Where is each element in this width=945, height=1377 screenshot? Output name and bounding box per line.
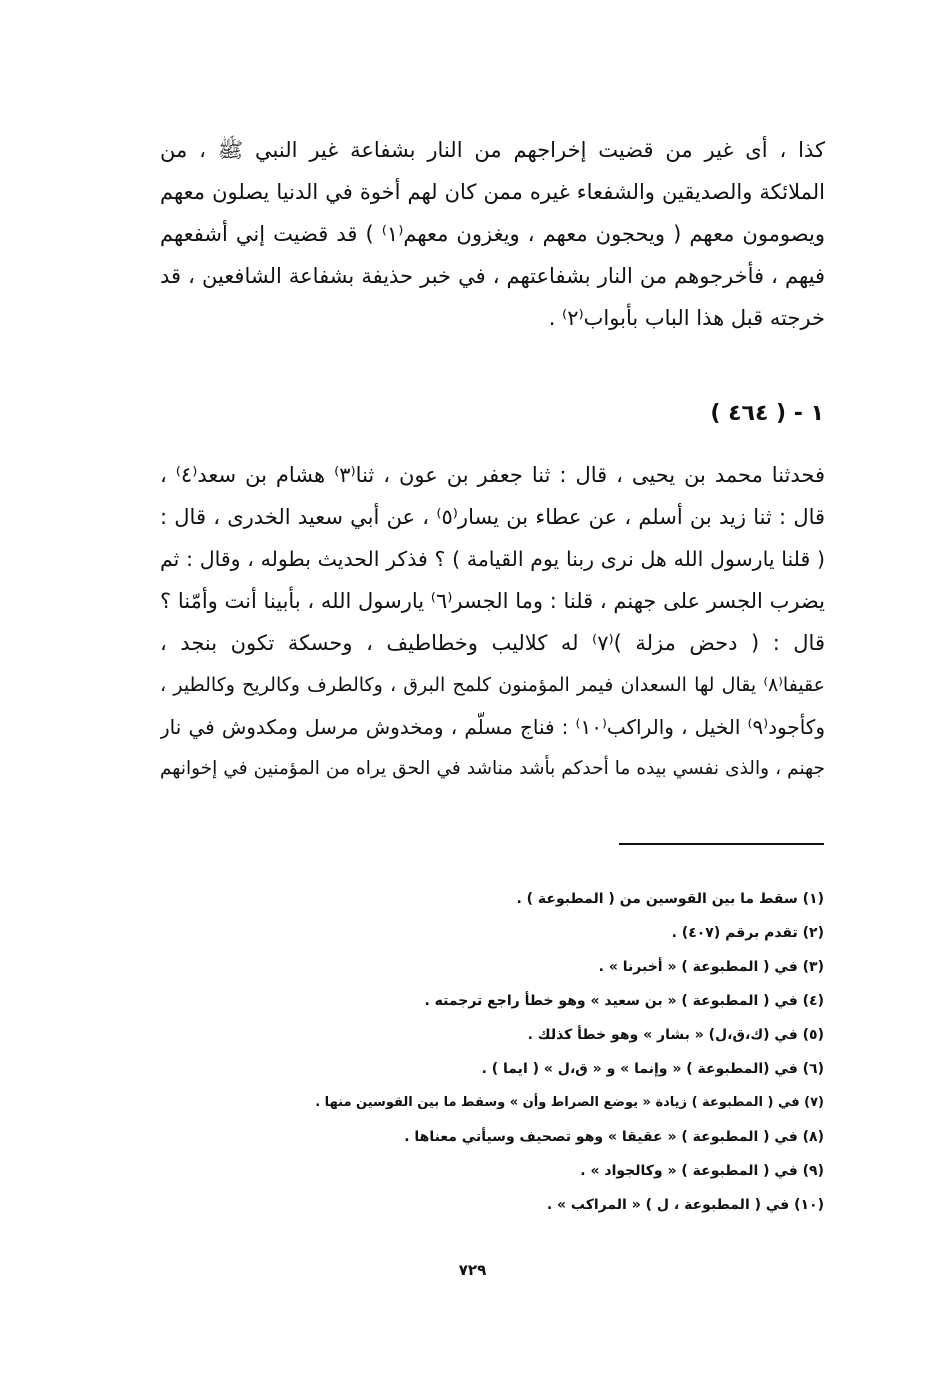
intro-paragraph [160, 129, 825, 339]
page-number: ٧٢٩ [458, 1261, 487, 1279]
hadith-line: ( قلنا يارسول الله هل نرى ربنا يوم القيامة ) ؟ فذكر الحديث بطوله ، وقال : ثم [160, 547, 825, 571]
hadith-line: عقيفا⁽٨⁾ يقال لها السعدان فيمر المؤمنون كلمح البرق ، وكالطرف وكالريح وكالطير ، [160, 674, 825, 696]
intro-line: خرجته قبل هذا الباب بأبواب⁽٢⁾ . [548, 306, 825, 330]
footnote: (١٠) في ( المطبوعة ، ل ) « المراكب » . [546, 1197, 824, 1213]
footnote: (٨) في ( المطبوعة ) « عقيقا » وهو تصحيف وسيأتي معناها . [404, 1129, 824, 1145]
hadith-line: قال : ( دحض مزلة )⁽٧⁾ له كلاليب وخطاطيف ، وحسكة تكون بنجد ، [160, 631, 825, 655]
footnote: (٩) في ( المطبوعة ) « وكالجواد » . [580, 1163, 824, 1179]
hadith-line: فحدثنا محمد بن يحيى ، قال : ثنا جعفر بن عون ، ثنا⁽٣⁾ هشام بن سعد⁽٤⁾ ، [160, 463, 825, 487]
intro-line: فيهم ، فأخرجوهم من النار بشفاعتهم ، في خبر حذيفة بشفاعة الشافعين ، قد [160, 264, 825, 288]
footnote: (٤) في ( المطبوعة ) « بن سعيد » وهو خطأ راجع ترجمته . [424, 993, 824, 1009]
footnote: (١) سقط ما بين القوسين من ( المطبوعة ) . [516, 891, 824, 907]
hadith-paragraph [160, 454, 825, 790]
hadith-line: جهنم ، والذى نفسي بيده ما أحدكم بأشد مناشد في الحق يراه من المؤمنين في إخوانهم [160, 758, 825, 779]
footnotes [304, 882, 824, 1222]
hadith-number-heading: ١ - ( ٤٦٤ ) [710, 401, 824, 426]
footnote: (٧) في ( المطبوعة ) زيادة « يوضع الصراط وأن » وسقط ما بين القوسين منها . [315, 1095, 824, 1110]
footnote: (٥) في (ك،ق،ل) « بشار » وهو خطأ كذلك . [527, 1027, 824, 1043]
hadith-line: يضرب الجسر على جهنم ، قلنا : وما الجسر⁽٦⁾ يارسول الله ، بأبينا أنت وأمّنا ؟ [160, 589, 825, 613]
hadith-line: وكأجود⁽٩⁾ الخيل ، والراكب⁽١٠⁾ : فناج مسلّم ، ومخدوش مرسل ومكدوش في نار [160, 715, 825, 739]
footnote: (٢) تقدم برقم (٤٠٧) . [671, 925, 824, 941]
intro-line: الملائكة والصديقين والشفعاء غيره ممن كان لهم أخوة في الدنيا يصلون معهم [160, 180, 825, 204]
hadith-line: قال : ثنا زيد بن أسلم ، عن عطاء بن يسار⁽٥⁾ ، عن أبي سعيد الخدرى ، قال : [160, 505, 825, 529]
footnote: (٦) في (المطبوعة ) « وإنما » و « ق،ل » ( ايما ) . [481, 1061, 824, 1077]
intro-line: ويصومون معهم ( ويحجون معهم ، ويغزون معهم⁽١⁾ ) قد قضيت إني أشفعهم [160, 222, 825, 246]
intro-line: كذا ، أى غير من قضيت إخراجهم من النار بشفاعة غير النبي ﷺ ، من [160, 138, 825, 162]
footnote-separator [619, 843, 824, 845]
footnote: (٣) في ( المطبوعة ) « أخبرنا » . [598, 959, 824, 975]
